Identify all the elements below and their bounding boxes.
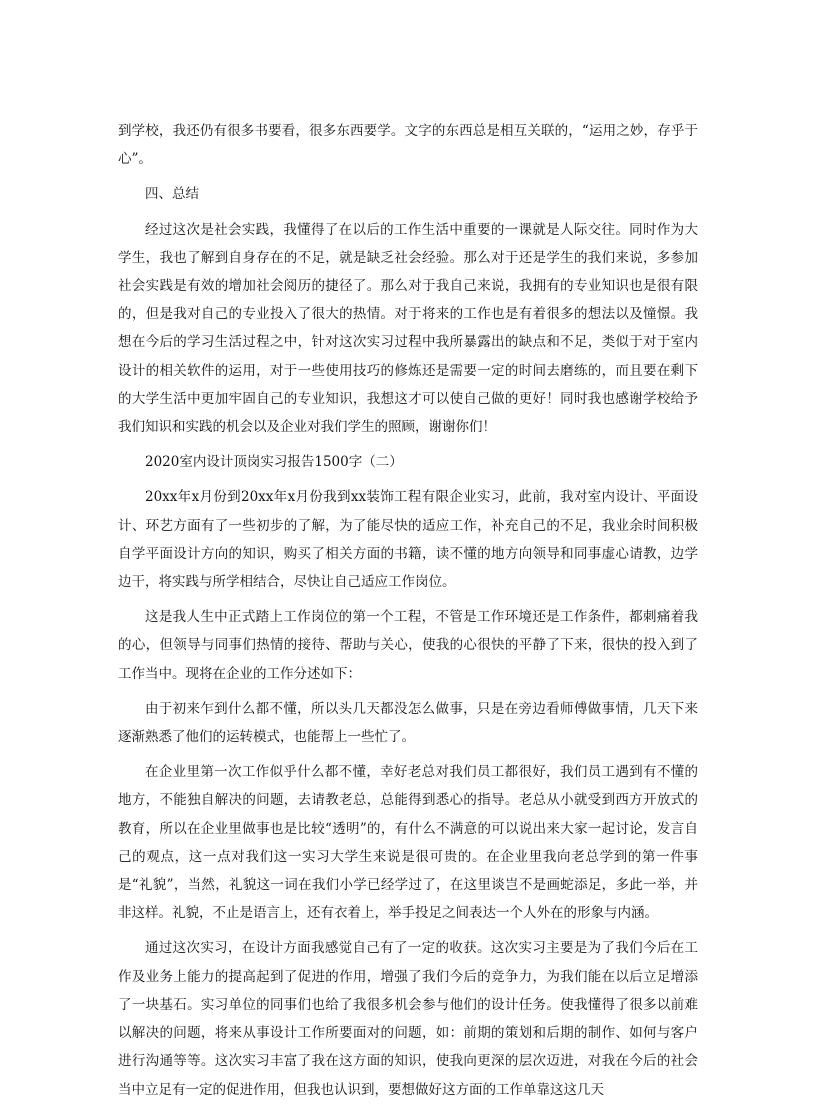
paragraph-company-culture: 在企业里第一次工作似乎什么都不懂，幸好老总对我们员工都很好，我们员工遇到有不懂的地方，不能独自解决的问题，去请教老总，总能得到悉心的指导。老总从小就受到西方开放式的教育，所以在企业里做事也是比较“透明”的，有什么不满意的可以说出来大家一起讨论，发言自己的观点，这一点对我们这一实习大学生来说是很可贵的。在企业里我向老总学到的第一件事是“礼貌”，当然，礼貌这一词在我们小学已经学过了，在这里谈岂不是画蛇添足，多此一举，并非这样。礼貌，不止是语言上，还有衣着上，举手投足之间表达一个人外在的形象与内涵。 — [118, 764, 698, 922]
paragraph-internship-intro: 20xx年x月份到20xx年x月份我到xx装饰工程有限企业实习，此前，我对室内设计、平面设计、环艺方面有了一些初步的了解，为了能尽快的适应工作，补充自己的不足，我业余时间积极自学平面设计方向的知识，购买了相关方面的书籍，读不懂的地方向领导和同事虚心请教，边学边干，将实践与所学相结合，尽快让自己适应工作岗位。 — [118, 489, 698, 591]
paragraph-design-gains: 通过这次实习，在设计方面我感觉自己有了一定的收获。这次实习主要是为了我们今后在工作及业务上能力的提高起到了促进的作用，增强了我们今后的竞争力，为我们能在以后立足增添了一块基石。实习单位的同事们也给了我很多机会参与他们的设计任务。使我懂得了很多以前难以解决的问题，将来从事设计工作所要面对的问题，如：前期的策划和后期的制作、如何与客户进行沟通等等。这次实习丰富了我在这方面的知识，使我向更深的层次迈进，对我在今后的社会当中立足有一定的促进作用，但我也认识到，要想做好这方面的工作单靠这这几天 — [118, 940, 698, 1098]
paragraph-summary: 经过这次是社会实践，我懂得了在以后的工作生活中重要的一课就是人际交往。同时作为大学生，我也了解到自身存在的不足，就是缺乏社会经验。那么对于还是学生的我们来说，多参加社会实践是有效的增加社会阅历的捷径了。那么对于我自己来说，我拥有的专业知识也是很有限的，但是我对自己的专业投入了很大的热情。对于将来的工作也是有着很多的想法以及憧憬。我想在今后的学习生活过程之中，针对这次实习过程中我所暴露出的缺点和不足，类似于对于室内设计的相关软件的运用，对于一些使用技巧的修炼还是需要一定的时间去磨练的，而且要在剩下的大学生活中更加牢固自己的专业知识，我想这才可以使自己做的更好！同时我也感谢学校给予我们知识和实践的机会以及企业对我们学生的照顾，谢谢你们！ — [118, 221, 698, 436]
paragraph-continuation: 到学校，我还仍有很多书要看，很多东西要学。文字的东西总是相互关联的，“运用之妙，存乎于心”。 — [118, 123, 698, 168]
paragraph-first-days: 由于初来乍到什么都不懂，所以头几天都没怎么做事，只是在旁边看师傅做事情，几天下来逐渐熟悉了他们的运转模式，也能帮上一些忙了。 — [118, 700, 698, 746]
paragraph-first-project: 这是我人生中正式踏上工作岗位的第一个工程，不管是工作环境还是工作条件，都刺痛着我的心，但领导与同事们热情的接待、帮助与关心，使我的心很快的平静了下来，很快的投入到了工作当中。现将在企业的工作分述如下： — [118, 609, 698, 682]
report-title-part-two: 2020室内设计顶岗实习报告1500字（二） — [145, 454, 403, 471]
document-body — [118, 117, 698, 1111]
section-heading-summary: 四、总结 — [145, 186, 199, 203]
